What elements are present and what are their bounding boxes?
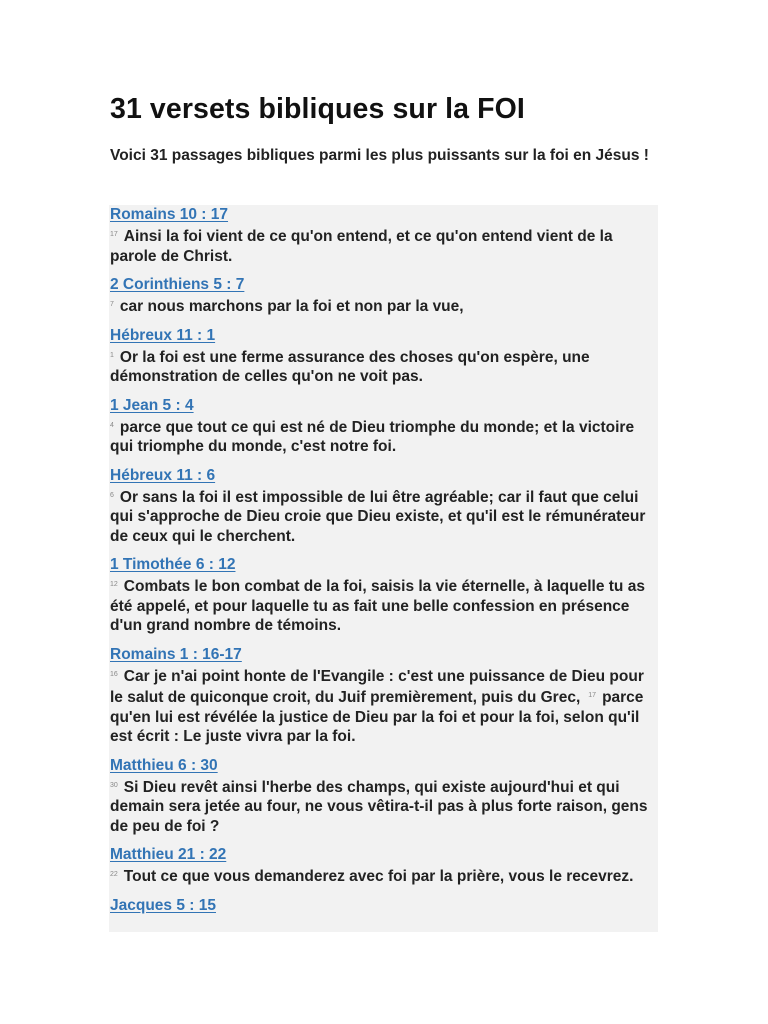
verse-reference-link[interactable]: Jacques 5 : 15 (110, 896, 216, 914)
verse-text (110, 776, 656, 837)
verse-item (110, 396, 656, 457)
verse-body: Or sans la foi il est impossible de lui être agréable; car il faut que celui qui s'approche de Dieu croie que Dieu existe, et qu'il est le rémunérateur de ceux qui le cherchent. (110, 488, 646, 545)
verse-body: Tout ce que vous demanderez avec foi par la prière, vous le recevrez. (123, 868, 634, 885)
verse-number: 30 (110, 781, 118, 789)
page-title: 31 versets bibliques sur la FOI (110, 93, 525, 125)
verse-panel (109, 205, 658, 932)
verse-reference-link[interactable]: Hébreux 11 : 1 (110, 326, 216, 344)
verse-item (110, 326, 656, 387)
verse-item (110, 205, 656, 266)
verse-number: 16 (110, 670, 118, 678)
verse-text (110, 346, 656, 387)
verse-item (110, 845, 656, 887)
verse-reference-link[interactable]: Matthieu 6 : 30 (110, 756, 218, 774)
verse-reference-link[interactable]: 1 Jean 5 : 4 (110, 396, 194, 414)
verse-body: car nous marchons par la foi et non par la vue, (119, 298, 464, 315)
verse-body: parce qu'en lui est révélée la justice de Dieu par la foi et pour la foi, selon qu'il est écrit : Le juste vivra par la foi. (110, 689, 644, 745)
intro-text: Voici 31 passages bibliques parmi les plus puissants sur la foi en Jésus ! (110, 147, 649, 164)
verse-text (110, 295, 656, 317)
verse-number: 1 (110, 351, 114, 359)
verse-reference-link[interactable]: Hébreux 11 : 6 (110, 466, 216, 484)
verse-number: 17 (110, 231, 118, 238)
verse-number: 17 (588, 692, 597, 699)
verse-number: 12 (110, 581, 118, 588)
verse-item (110, 466, 656, 547)
verse-text (110, 665, 656, 747)
verse-text (110, 575, 656, 636)
verse-item (110, 645, 656, 747)
verse-reference-link[interactable]: 1 Timothée 6 : 12 (110, 556, 236, 573)
verse-body: parce que tout ce qui est né de Dieu triomphe du monde; et la victoire qui triomphe du monde, c'est notre foi. (110, 418, 635, 455)
verse-item (110, 896, 656, 916)
verse-text (110, 416, 656, 457)
verse-item (110, 555, 656, 636)
verse-text (110, 225, 656, 266)
verse-body: Car je n'ai point honte de l'Evangile : c'est une puissance de Dieu pour le salut de quiconque croit, du Juif premièrement, puis du Grec, (110, 667, 644, 706)
verse-body: Ainsi la foi vient de ce qu'on entend, et ce qu'on entend vient de la parole de Christ. (110, 228, 613, 265)
verse-number: 4 (110, 421, 114, 429)
verse-body: Or la foi est une ferme assurance des choses qu'on espère, une démonstration de celles qu'on ne voit pas. (110, 348, 590, 385)
verse-text (110, 865, 656, 887)
verse-text (110, 486, 656, 547)
verse-item (110, 275, 656, 317)
verse-number: 7 (110, 301, 114, 308)
verse-reference-link[interactable]: Romains 10 : 17 (110, 206, 229, 223)
verse-reference-link[interactable]: Romains 1 : 16-17 (110, 645, 242, 663)
verse-body: Combats le bon combat de la foi, saisis la vie éternelle, à laquelle tu as été appelé, et pour laquelle tu as fait une belle confession en présence d'un grand nombre de témoins. (110, 578, 645, 634)
verse-reference-link[interactable]: Matthieu 21 : 22 (110, 846, 227, 863)
verse-body: Si Dieu revêt ainsi l'herbe des champs, qui existe aujourd'hui et qui demain sera jetée au four, ne vous vêtira-t-il pas à plus forte raison, gens de peu de foi ? (110, 778, 648, 835)
verse-list (110, 205, 656, 925)
verse-item (110, 756, 656, 837)
verse-number: 6 (110, 491, 114, 499)
verse-reference-link[interactable]: 2 Corinthiens 5 : 7 (110, 276, 245, 293)
verse-number: 22 (110, 871, 118, 878)
